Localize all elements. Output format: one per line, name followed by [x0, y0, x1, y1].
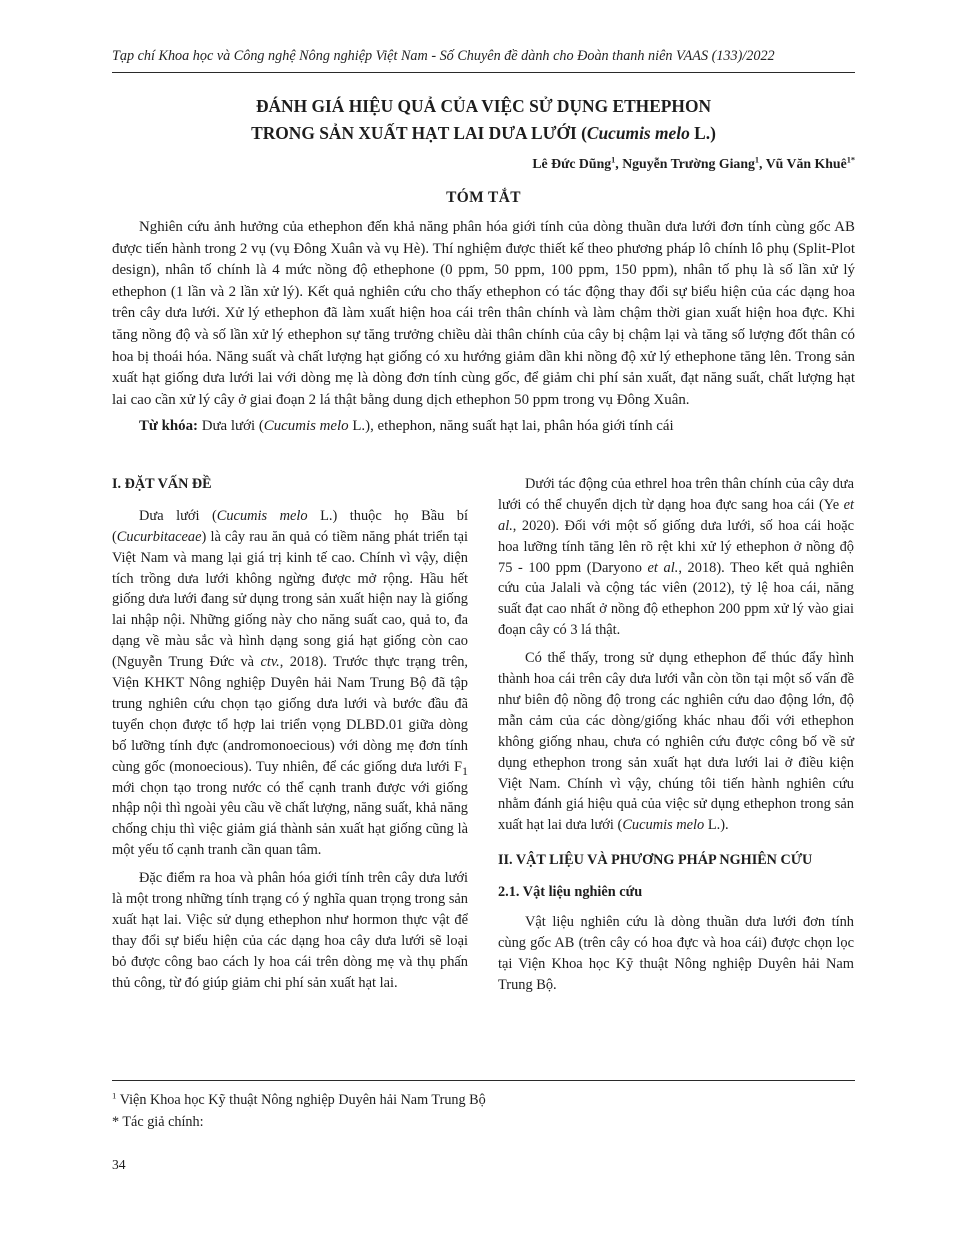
- footnote-corresponding-author: * Tác giả chính:: [112, 1113, 204, 1130]
- article-title-line1: ĐÁNH GIÁ HIỆU QUẢ CỦA VIỆC SỬ DỤNG ETHEPHON: [255, 96, 712, 116]
- section-1-paragraph-1: Dưa lưới (Cucumis melo L.) thuộc họ Bầu bí (Cucurbitaceae) là cây rau ăn quả có tiềm năng phát triển tại Việt Nam và mang lại giá trị kinh tế cao. Chính vì vậy, diện tích trồng dưa lưới không ngừng được mở rộng. Hầu hết giống dưa lưới đang sử dụng trong sản xuất hiện nay là giống lai nhập nội. Những giống này cho năng suất cao, quả to, đa dạng về màu sắc và hình dạng song giá hạt giống còn cao (Nguyễn Trung Đức và ctv., 2018). Trước thực trạng trên, Viện KHKT Nông nghiệp Duyên hải Nam Trung Bộ đã tập trung nghiên cứu chọn tạo giống dưa lưới và bước đầu đã tuyển chọn được tổ hợp lai triển vọng DLBD.01 giữa dòng bố lưỡng tính đực (andromonoecious) với dòng mẹ đơn tính cùng gốc (monoecious). Tuy nhiên, để các giống dưa lưới $F_1$ mới chọn tạo trong nước có thể cạnh tranh được với giống nhập nội thì ngoài yêu cầu về chất lượng, năng suất, khả năng chống chịu thì việc giảm giá thành sản xuất hạt giống cũng là một yếu tố cạnh tranh cần quan tâm.: [112, 507, 469, 859]
- keywords-line: Từ khóa: Dưa lưới (Cucumis melo L.), ethephon, năng suất hạt lai, phân hóa giới tính cái: [139, 418, 674, 435]
- page-number: 34: [112, 1156, 126, 1172]
- section-1-paragraph-4: Có thể thấy, trong sử dụng ethephon để thúc đẩy hình thành hoa cái trên cây dưa lưới vẫn còn tồn tại một số vấn đề như biên độ nồng độ trong các nghiên cứu dao động lớn, độ mẫn cảm của các dòng/giống khác nhau đối với ethephon không giống nhau, chưa có nghiên cứu được công bố về sử dụng ethephon trong sản xuất hạt dưa lưới lai ở điều kiện Việt Nam. Chính vì vậy, chúng tôi tiến hành nghiên cứu nhằm đánh giá hiệu quả của việc sử dụng ethephon trong sản xuất hạt lai dưa lưới (Cucumis melo L.).: [498, 650, 854, 834]
- journal-header-text: Tạp chí Khoa học và Công nghệ Nông nghiệp Việt Nam - Số Chuyên đề dành cho Đoàn thanh niên VAAS (133)/2022: [112, 48, 775, 64]
- journal-header: [112, 48, 855, 73]
- footnotes: [112, 1080, 855, 1133]
- section-1-paragraph-3: Dưới tác động của ethrel hoa trên thân chính của cây dưa lưới có thể chuyển dịch từ dạng hoa đực sang hoa cái (Ye et al., 2020). Đối với một số giống dưa lưới, số hoa cái hoặc hoa lưỡng tính tăng lên rõ rệt khi xử lý ethephon ở nồng độ 75 - 100 ppm (Daryono et al., 2018). Theo kết quả nghiên cứu của Jalali và cộng tác viên (2012), tỷ lệ hoa cái, năng suất đạt cao nhất ở nồng độ ethephon 200 ppm xử lý vào giai đoạn cây có 3 lá thật.: [498, 475, 854, 639]
- footnote-affiliation: $^1$ Viện Khoa học Kỹ thuật Nông nghiệp Duyên hải Nam Trung Bộ: [112, 1090, 486, 1108]
- abstract-heading: TÓM TẮT: [446, 188, 521, 206]
- section-1-paragraph-2: Đặc điểm ra hoa và phân hóa giới tính trên cây dưa lưới là một trong những tính trạng có ý nghĩa quan trọng trong sản xuất hạt lai. Việc sử dụng ethephon như hormon thực vật để thay đổi sự biểu hiện của các dạng hoa cây dưa lưới sẽ loại bỏ được công bao cách ly hoa cái trên dòng mẹ và thụ phấn thủ công, từ đó giúp giảm chi phí sản xuất hạt lai.: [112, 870, 468, 991]
- article-title: [112, 93, 855, 147]
- section-2-1-paragraph-1: Vật liệu nghiên cứu là dòng thuần dưa lưới đơn tính cùng gốc AB (trên cây có hoa đực và hoa cái) được chọn lọc tại Viện Khoa học Kỹ thuật Nông nghiệp Duyên hải Nam Trung Bộ.: [498, 914, 854, 993]
- section-2-heading: II. VẬT LIỆU VÀ PHƯƠNG PHÁP NGHIÊN CỨU: [498, 852, 813, 869]
- author-list: Lê Đức Dũng$^1$, Nguyễn Trường Giang$^1$, Vũ Văn Khuê$^{1*}$: [532, 155, 855, 171]
- article-title-line2: TRONG SẢN XUẤT HẠT LAI DƯA LƯỚI (Cucumis melo L.): [251, 122, 716, 143]
- section-2-1-heading: 2.1. Vật liệu nghiên cứu: [498, 884, 643, 901]
- body-columns: [112, 474, 855, 1070]
- abstract-text: Nghiên cứu ảnh hưởng của ethephon đến khả năng phân hóa giới tính của dòng thuần dưa lưới đơn tính cùng gốc AB được tiến hành trong 2 vụ (vụ Đông Xuân và vụ Hè). Thí nghiệm được thiết kế theo phương pháp lô chính lô phụ (Split-Plot design), nhân tố chính là 4 mức nồng độ ethephone (0 ppm, 50 ppm, 100 ppm, 150 ppm), nhân tố phụ là số lần xử lý ethephon (1 lần và 2 lần xử lý). Kết quả nghiên cứu cho thấy ethephon có tác động thay đổi sự biểu hiện của các dạng hoa trên cây dưa lưới. Xử lý ethephon đã làm xuất hiện hoa cái trên thân chính và làm chậm thời gian xuất hiện hoa đực. Khi tăng nồng độ và số lần xử lý ethephon sự tăng trưởng chiều dài thân chính của cây bị chậm lại và tăng số lượng đốt thân có hoa bị thoái hóa. Năng suất và chất lượng hạt giống có xu hướng giảm dần khi nồng độ xử lý ethephone tăng lên. Trong sản xuất hạt giống dưa lưới lai với dòng mẹ là dòng đơn tính cùng gốc, để giảm chi phí sản xuất, đạt năng suất, chất lượng hạt lai cao cần xử lý cây ở giai đoạn 2 lá thật bằng dung dịch ethephon 50 ppm trong vụ Đông Xuân.: [112, 218, 855, 408]
- right-column: [498, 474, 854, 1070]
- left-column: [112, 474, 468, 1070]
- section-1-heading: I. ĐẶT VẤN ĐỀ: [112, 475, 212, 492]
